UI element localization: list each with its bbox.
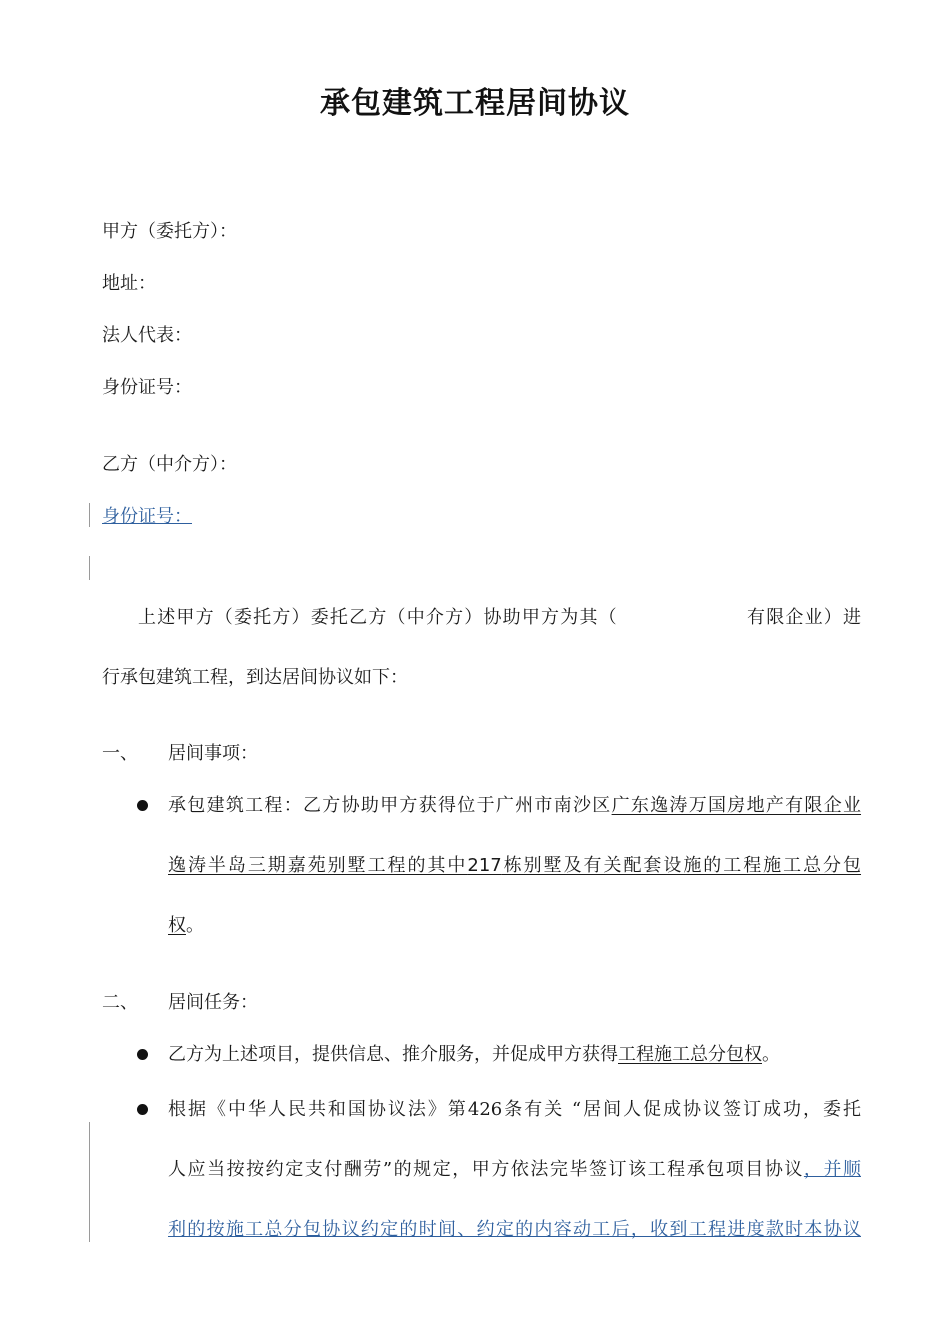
- party-a-id-no: 身份证号：: [102, 377, 192, 398]
- s2-bullet2-line2: [168, 1158, 861, 1182]
- party-a-label: 甲方（委托方）：: [102, 221, 237, 242]
- party-b-label: 乙方（中介方）：: [102, 454, 237, 475]
- s2-bullet1-prefix: 乙方为上述项目，提供信息、推介服务，并促成甲方获得: [168, 1044, 618, 1065]
- s1-bullet1-underline2a: 逸涛半岛三期嘉苑别墅工程的其中: [168, 855, 468, 876]
- bullet-icon: [137, 1049, 148, 1060]
- s1-bullet1-prefix: 承包建筑工程：乙方协助甲方获得位于广州市南沙区: [168, 795, 612, 816]
- section-2-heading: 居间任务：: [168, 992, 258, 1013]
- revision-bar: [89, 556, 90, 580]
- bullet-icon: [137, 800, 148, 811]
- s1-bullet1-underline1: 广东逸涛万国房地产有限企业: [611, 795, 862, 816]
- s1-bullet1-underline2b: 栋别墅及有关配套设施的工程施工总分包: [501, 855, 862, 876]
- party-a-address: 地址：: [102, 273, 156, 294]
- s2-bullet2-line1: 根据《中华人民共和国协议法》第426条有关 “居间人促成协议签订成功，委托: [168, 1099, 861, 1120]
- s1-bullet1-line3: [168, 914, 861, 938]
- section-2-number: 二、: [102, 992, 138, 1013]
- intro-line-2: 行承包建筑工程，到达居间协议如下：: [102, 667, 408, 688]
- document-title: 承包建筑工程居间协议: [320, 86, 630, 121]
- revision-bar: [89, 1122, 90, 1242]
- s1-bullet1-underline3: 权: [168, 915, 186, 936]
- s2-bullet1-underline: 工程施工总分包权: [618, 1044, 762, 1065]
- s2-bullet1-line1: [168, 1043, 861, 1067]
- revision-bar: [89, 503, 90, 527]
- bullet-icon: [137, 1104, 148, 1115]
- s2-bullet2-line2-b: ，并顺: [803, 1159, 861, 1180]
- s1-bullet1-line2: [168, 854, 861, 878]
- s1-bullet1-suffix: 。: [186, 915, 204, 936]
- intro-line-1: [138, 606, 861, 630]
- s2-bullet1-suffix: 。: [762, 1044, 780, 1065]
- s2-bullet2-line2-a: 人应当按按约定支付酬劳”的规定，甲方依法完毕签订该工程承包项目协议: [168, 1159, 804, 1180]
- party-a-legal-rep: 法人代表：: [102, 325, 192, 346]
- s1-bullet1-number: 217: [467, 855, 502, 876]
- s2-bullet2-line3: 利的按施工总分包协议约定的时间、约定的内容动工后，收到工程进度款时本协议: [168, 1219, 861, 1240]
- section-1-number: 一、: [102, 743, 138, 764]
- s1-bullet1-line1: [168, 794, 861, 818]
- section-1-heading: 居间事项：: [168, 743, 258, 764]
- party-b-id-no: 身份证号：: [102, 506, 192, 527]
- intro-text-b: 有限企业）进: [745, 607, 862, 628]
- intro-text-a: 上述甲方（委托方）委托乙方（中介方）协助甲方为其（: [138, 607, 618, 628]
